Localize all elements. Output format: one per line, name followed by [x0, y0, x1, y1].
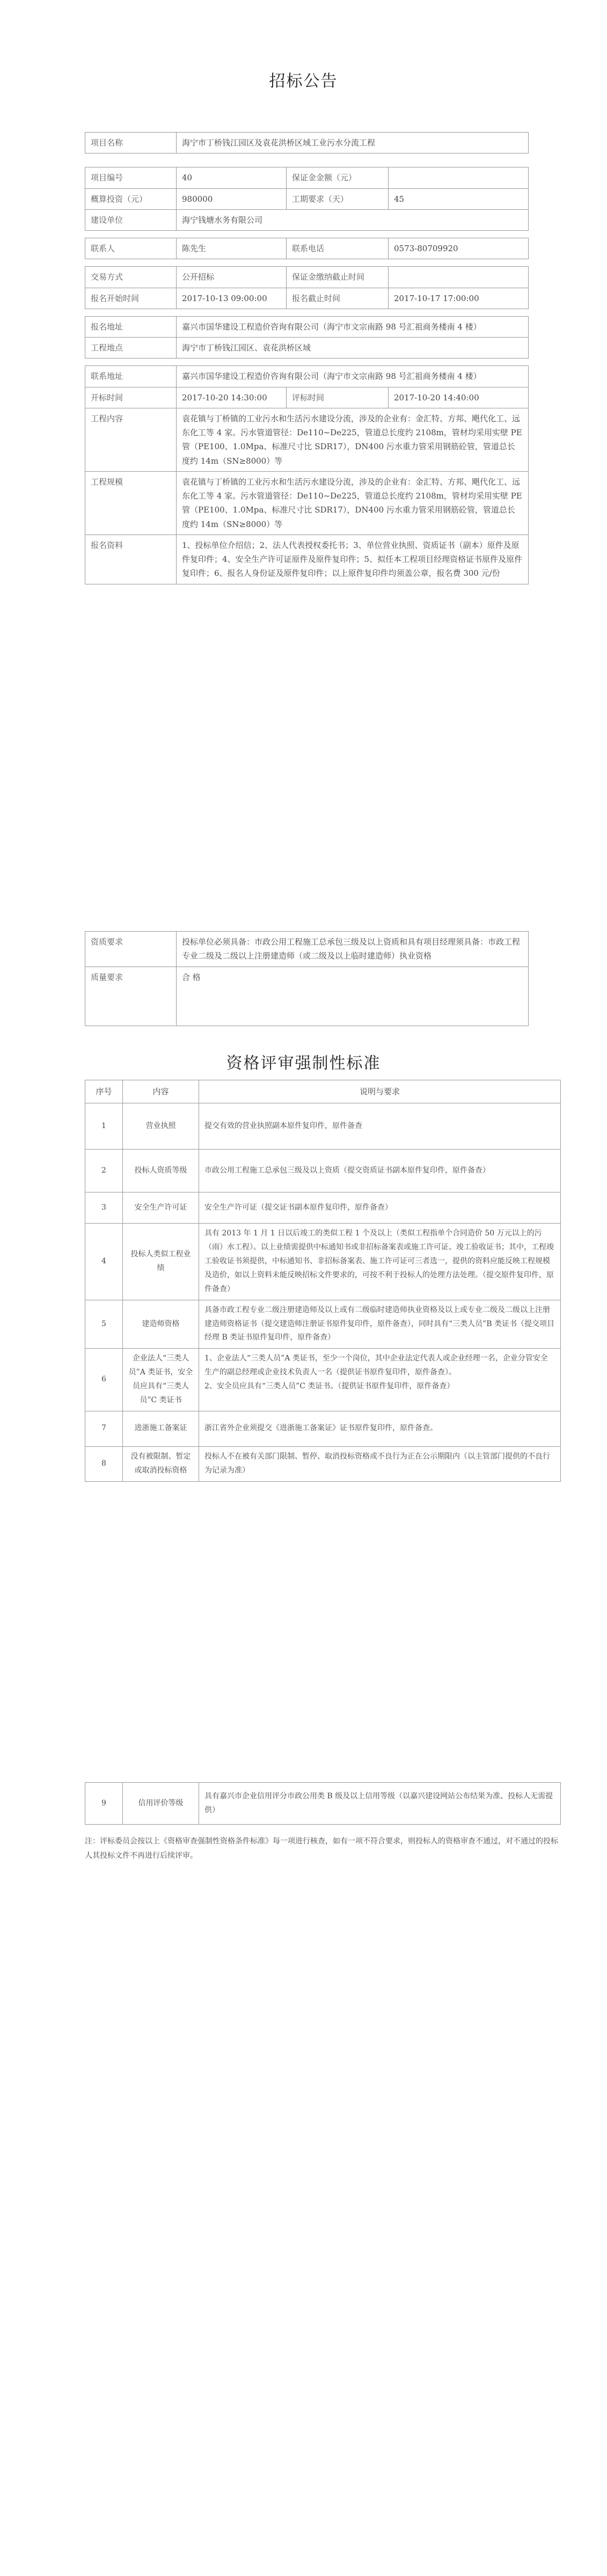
row-no: 5 — [85, 1300, 123, 1349]
owner: 海宁钱塘水务有限公司 — [177, 209, 529, 230]
row-desc: 具备市政工程专业二级注册建造师及以上或有二级临时建造师执业资格及以上或专业二级及二级以上注册建造师资格证书（提交建造师注册证书原件复印件，原件备查），同时具有“三类人员”B 类证书（提交项目经理 B 类证书原件复印件，原件备查） — [199, 1300, 561, 1349]
table-row — [85, 316, 529, 337]
project-name-label: 项目名称 — [85, 133, 177, 153]
table-row — [85, 209, 529, 230]
duration-label: 工期要求（天） — [287, 188, 389, 209]
table-row — [85, 471, 529, 535]
table-row — [85, 238, 529, 259]
table-row — [85, 133, 529, 153]
signup-addr-label: 报名地址 — [85, 316, 177, 337]
row-desc: 安全生产许可证（提交证书副本原件复印件，原件备查） — [199, 1192, 561, 1224]
eval-time-label: 评标时间 — [287, 387, 389, 408]
contact-label: 联系人 — [85, 238, 177, 259]
docs: 1、投标单位介绍信；2、法人代表授权委托书；3、单位营业执照、资质证书（副本）原件及原件复印件；4、安全生产许可证原件及原件复印件；5、拟任本工程项目经理资格证书原件及原件复印件；6、报名人身份证及原件复印件；以上原件复印件均须盖公章，报名费 300 元/份 — [177, 535, 529, 584]
table-row — [85, 366, 529, 387]
row-desc: 具有嘉兴市企业信用评分市政公用类 B 级及以上信用等级（以嘉兴建设网站公布结果为准、投标人无需提供） — [199, 1783, 561, 1825]
col-header-desc: 说明与要求 — [199, 1080, 561, 1103]
owner-label: 建设单位 — [85, 209, 177, 230]
table-row — [85, 1349, 561, 1411]
row-item: 安全生产许可证 — [123, 1192, 199, 1224]
row-desc: 浙江省外企业须提交《进浙施工备案证》证书原件复印件，原件备查。 — [199, 1411, 561, 1446]
row-desc: 提交有效的营业执照副本原件复印件，原件备查 — [199, 1103, 561, 1150]
row-item: 没有被限制、暂定或取消投标资格 — [123, 1446, 199, 1481]
contact-addr-label: 联系地址 — [85, 366, 177, 387]
signup-end: 2017-10-17 17:00:00 — [389, 288, 529, 309]
table-row — [85, 1411, 561, 1446]
standard-table — [85, 1080, 561, 1482]
table-row — [85, 535, 529, 584]
row-item: 进浙施工备案证 — [123, 1411, 199, 1446]
content: 袁花镇与丁桥镇的工业污水和生活污水建设分流，涉及的企业有：金汇特、方邦、飓代化工、远东化工等 4 家。污水管道管径：De110~De225，管道总长度约 2108m，管材均采用实壁 PE 管（PE100、1.0Mpa、标准尺寸比 SDR17），DN400 污水重力管采用钢筋砼管，管道总长度约 14m（SN≥8000）等 — [177, 408, 529, 471]
row-no: 8 — [85, 1446, 123, 1481]
review-note: 注：评标委员会按以上《资格审查强制性资格条件标准》每一项进行核查，如有一项不符合要求，则投标人的资格审查不通过，对不通过的投标人其投标文件不再进行后续评审。 — [85, 1837, 558, 1860]
row-item: 投标人类似工程业绩 — [123, 1224, 199, 1300]
table-row — [85, 188, 529, 209]
project-name: 海宁市丁桥钱江园区及袁花洪桥区域工业污水分流工程 — [177, 133, 529, 153]
requirements-table — [85, 931, 529, 1026]
duration: 45 — [389, 188, 529, 209]
table-row — [85, 1192, 561, 1224]
phone-label: 联系电话 — [287, 238, 389, 259]
row-item: 建造师资格 — [123, 1300, 199, 1349]
contact-addr: 嘉兴市国华建设工程造价咨询有限公司（海宁市文宗南路 98 号汇祖商务楼南 4 楼） — [177, 366, 529, 387]
content-label: 工程内容 — [85, 408, 177, 471]
site: 海宁市丁桥钱江园区、袁花洪桥区域 — [177, 338, 529, 358]
signup-start: 2017-10-13 09:00:00 — [177, 288, 287, 309]
project-no: 40 — [177, 167, 287, 188]
table-row — [85, 288, 529, 309]
row-no: 9 — [85, 1783, 123, 1825]
eval-time: 2017-10-20 14:40:00 — [389, 387, 529, 408]
row-no: 7 — [85, 1411, 123, 1446]
row-no: 6 — [85, 1349, 123, 1411]
table-row — [85, 1224, 561, 1300]
table-row — [85, 1103, 561, 1150]
table-row — [85, 1300, 561, 1349]
row-item: 信用评价等级 — [123, 1783, 199, 1825]
row-desc: 市政公用工程施工总承包三级及以上资质（提交资质证书副本原件复印件，原件备查） — [199, 1150, 561, 1192]
deposit — [389, 167, 529, 188]
trade-label: 交易方式 — [85, 267, 177, 288]
signup-start-label: 报名开始时间 — [85, 288, 177, 309]
site-label: 工程地点 — [85, 338, 177, 358]
table-row — [85, 267, 529, 288]
quality: 合 格 — [177, 967, 529, 1026]
row-item: 企业法人“三类人员”A 类证书，安全员应具有“三类人员”C 类证书 — [123, 1349, 199, 1411]
col-header-no: 序号 — [85, 1080, 123, 1103]
row-desc: 投标人不在被有关部门限制、暂停、取消投标资格或不良行为正在公示期限内（以主管部门提供的不良行为记录为准） — [199, 1446, 561, 1481]
open-time-label: 开标时间 — [85, 387, 177, 408]
table-row — [85, 1446, 561, 1481]
row-no: 2 — [85, 1150, 123, 1192]
table-row — [85, 167, 529, 188]
budget-label: 概算投资（元） — [85, 188, 177, 209]
row-no: 4 — [85, 1224, 123, 1300]
standard-table-continued — [85, 1782, 561, 1825]
row-item: 投标人资质等级 — [123, 1150, 199, 1192]
col-header-item: 内容 — [123, 1080, 199, 1103]
deposit-deadline — [389, 267, 529, 288]
docs-label: 报名资料 — [85, 535, 177, 584]
table-row — [85, 1783, 561, 1825]
table-row — [85, 932, 529, 967]
row-item: 营业执照 — [123, 1103, 199, 1150]
deposit-label: 保证金金额（元） — [287, 167, 389, 188]
announcement-table — [85, 132, 529, 584]
open-time: 2017-10-20 14:30:00 — [177, 387, 287, 408]
table-row — [85, 967, 529, 1026]
contact: 陈先生 — [177, 238, 287, 259]
row-desc: 1、企业法人“三类人员”A 类证书，至少一个岗位，其中企业法定代表人或企业经理一名，企业分管安全生产的副总经理或企业技术负责人一名（提供证书原件复印件，原件备查）。 2、安全员应具有“三类人员”C 类证书。（提供证书原件复印件，原件备查） — [199, 1349, 561, 1411]
row-desc: 具有 2013 年 1 月 1 日以后竣工的类似工程 1 个及以上（类似工程指单个合同造价 50 万元以上的污（雨）水工程）。以上业绩需提供中标通知书或非招标备案表或施工许可证、竣工验收证书；其中，工程竣工验收证书须提供，中标通知书、非招标备案表、施工许可证可三者选一，提供的资料应能反映工程规模及造价，如以上资料未能反映招标文件要求的，可按不利于投标人的处理方法处理。（提交原件复印件，原件备查） — [199, 1224, 561, 1300]
section-title: 资格评审强制性标准 — [226, 1054, 381, 1073]
budget: 980000 — [177, 188, 287, 209]
trade: 公开招标 — [177, 267, 287, 288]
table-row — [85, 408, 529, 471]
page-title: 招标公告 — [269, 72, 338, 91]
table-row — [85, 338, 529, 358]
signup-end-label: 报名截止时间 — [287, 288, 389, 309]
qual: 投标单位必须具备：市政公用工程施工总承包三级及以上资质和具有项目经理须具备：市政工程专业二级及二级以上注册建造师（或二级及以上临时建造师）执业资格 — [177, 932, 529, 967]
scale-label: 工程规模 — [85, 471, 177, 535]
signup-addr: 嘉兴市国华建设工程造价咨询有限公司（海宁市文宗南路 98 号汇祖商务楼南 4 楼） — [177, 316, 529, 337]
row-no: 1 — [85, 1103, 123, 1150]
qual-label: 资质要求 — [85, 932, 177, 967]
deposit-deadline-label: 保证金缴纳截止时间 — [287, 267, 389, 288]
table-row — [85, 1150, 561, 1192]
project-no-label: 项目编号 — [85, 167, 177, 188]
scale: 袁花镇与丁桥镇的工业污水和生活污水建设分流，涉及的企业有：金汇特、方邦、飓代化工、远东化工等 4 家。污水管道管径：De110~De225，管道总长度约 2108m，管材均采用实壁 PE 管（PE100、1.0Mpa、标准尺寸比 SDR17），DN400 污水重力管采用钢筋砼管，管道总长度约 14m（SN≥8000）等 — [177, 471, 529, 535]
table-row — [85, 387, 529, 408]
phone: 0573-80709920 — [389, 238, 529, 259]
table-header-row — [85, 1080, 561, 1103]
row-no: 3 — [85, 1192, 123, 1224]
quality-label: 质量要求 — [85, 967, 177, 1026]
